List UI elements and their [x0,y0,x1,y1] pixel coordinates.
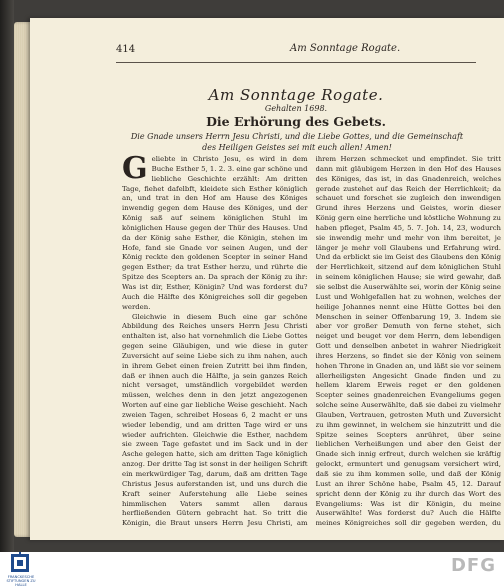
running-head: Am Sonntage Rogate. [290,43,401,54]
dfg-logo: DFG [450,555,496,576]
drop-cap: G [122,155,148,186]
right-column [316,155,502,527]
francke-foundation-logo [2,552,38,587]
foundation-emblem-icon [2,552,38,576]
foundation-logo-text: FRANCKESCHE STIFTUNGEN ZU HALLE [6,575,36,587]
paragraph: ihrem Herzen schmecket und empfindet. Sie tritt dann mit gläubigem Herzen in den Hof des Hauses des Königes, das ist, in das Gnadenreich, welches gerade zustehet auf das Reich der Herrlichkeit; da schauet und forschet sie zugleich den inwendigen Grund ihres Herzens und Geistes, worin dieser König gern eine herrliche und köstliche Wohnung zu haben pfleget, Psalm 45, 5. 7. Joh. 14, 23, wodurch sie inwendig mehr und mehr von ihm bereitet, je länger je mehr voll Glaubens und Erfahrung wird. Und da erblickt sie im Geist des Glaubens den König der Herrlichkeit, sitzend auf dem königlichen Stuhl in seinem königlichen Hause; sie wird gewahr, daß sie selbst die Auserwählte sei, worin der König seine Lust und Wohlgefallen hat zu wohnen, welches der heilige Johannes nennt eine Hütte Gottes bei den Menschen in seiner Offenbarung 19, 3. Indem sie aber vor großer Demuth von ferne stehet, sich neiget und beuget vor dem Herrn, dem lebendigen Gott und denselben anbetet in wahrer Niedrigkeit ihres Herzens, so findet sie der König von seinem hohen Throne in Gnaden an, und läßt sie vor seinem allerheiligsten Angesicht Gnade finden und zu hellem klarem Erweis reget er den goldenen Scepter seines gnadenreichen Evangeliums gegen solche seine Auserwählte, daß sie dabei zu vielmehr Glauben, Vertrauen, getrosten Muth und Zuversicht zu ihm gewinnet, in welchem sie hinzutritt und die Spitze seines Scepters anrühret, über seine lieblichen Verheißungen und aber den Geist der Gnade sich innig erfreut, durch welchen sie kräftig gelockt, ermuntert und genugsam versichert wird, daß sie zu ihm kommen solle, und daß der König Lust an ihrer Schöne habe, Psalm 45, 12. Darauf spricht denn der König zu ihr durch das Wort des Evangeliums: Was ist dir Königin, du meine Auserwählte! Was forderst du? Auch die Hälfte meines Königreiches soll dir gegeben werden, du [315,155,501,527]
book-binding [0,0,14,552]
sermon-blessing: Die Gnade unsers Herrn Jesu Christi, und die Liebe Gottes, und die Gemeinschaft des Heiligen Geistes sei mit euch allen! Amen! [130,132,464,152]
paragraph: Gleichwie in diesem Buch eine gar schöne Abbildung des Reiches unsers Herrn Jesu Christi enthalten ist, also hat vornehmlich die Liebe Gottes gegen seine Gläubigen, und wie diese in guter Zuversicht auf seine Liebe sich zu ihm nahen, auch in ihrem Gebet einen freien Zutritt bei ihm finden, daß er ihnen auch die Hälfte, ja sein ganzes Reich nicht versaget, umständlich vorgebildet werden müssen, welches denn in den jetzt angezogenen Worten auf eine gar liebliche Weise geschieht. Nach zweien Tagen, schreibet Hoseas 6, 2 macht er uns wieder lebendig, und am dritten Tage wird er uns wieder aufrichten. Gleichwie die Esther, nachdem sie zween Tage gefastet und im Sack und in der Asche gelegen hatte, sich am dritten Tage königlich anzog. Der dritte Tag ist sonst in der heiligen Schrift ein merkwürdiger Tag, darum, daß am dritten Tage Christus Jesus auferstanden ist, und uns durch die Kraft seiner Auferstehung alle Liebe seines himmlischen Vaters sammt allen daraus herfließenden Gütern gebracht hat. So tritt die Königin, die Braut unsers Herrn Jesu Christi, am [122,312,308,527]
text-columns [122,155,501,527]
sermon-title: Am Sonntage Rogate. [208,86,384,104]
sermon-date: Gehalten 1698. [264,104,328,113]
sermon-heading: Die Erhörung des Gebets. [206,114,386,129]
paragraph: eliebte in Christo Jesu, es wird in dem Buche Esther 5, 1. 2. 3. eine gar schöne und liebliche Geschichte erzählt: Am dritten Tage, fiehet dafelbft, kleidete sich Esther königlich an, und trat in den Hof am Hause des Königes inwendig gegen dem Hause des Königes, und der König saß auf seinem königlichen Stuhl im königlichen Hause gegen der Thür des Hauses. Und da der König sahe Esther, die Königin, stehen im Hofe, fand sie Gnade vor seinen Augen, und der König reckte den goldenen Scepter in seiner Hand gegen Esther; da trat Esther herzu, und rührte die Spitze des Scepters an. Da sprach der König zu ihr: Was ist dir, Esther, Königin? Und was forderst du? Auch die Hälfte des Königreiches soll dir gegeben werden. [122,155,308,311]
book-page [30,18,504,540]
footer-bar [0,552,504,587]
page-number: 414 [116,44,136,55]
left-column [122,155,308,527]
header-rule [116,62,476,63]
